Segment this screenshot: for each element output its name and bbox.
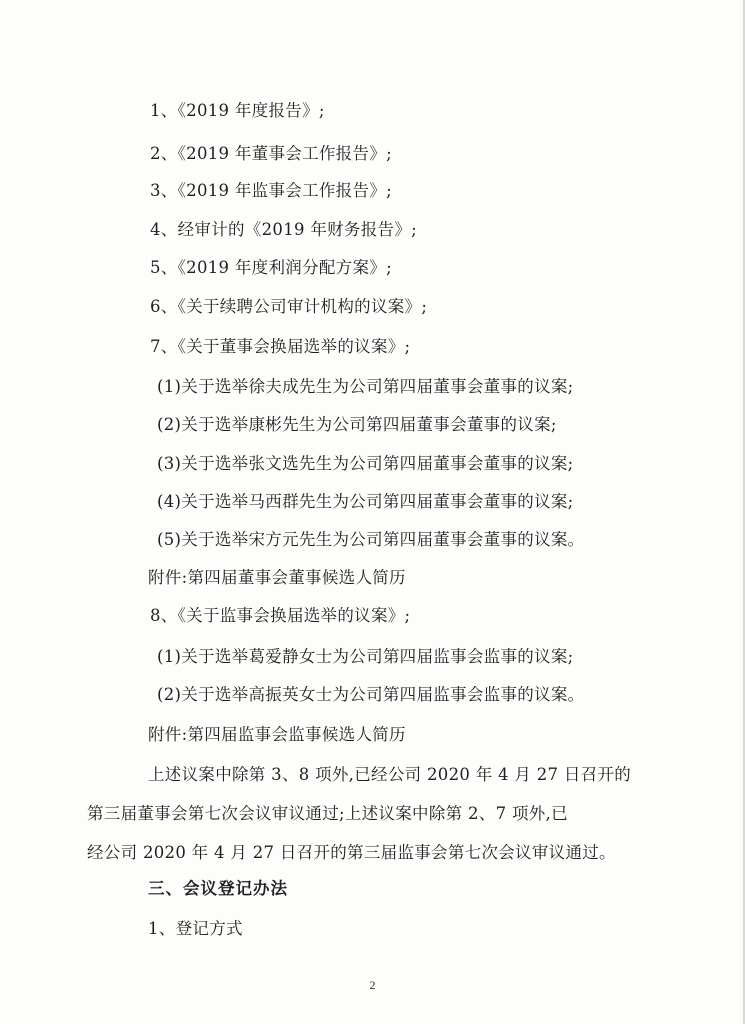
agenda-subitem-7-2: (2)关于选举康彬先生为公司第四届董事会董事的议案; [157, 415, 557, 434]
agenda-subitem-7-3: (3)关于选举张文选先生为公司第四届董事会董事的议案; [157, 454, 574, 473]
section-heading: 三、会议登记办法 [148, 879, 288, 898]
agenda-subitem-8-2: (2)关于选举高振英女士为公司第四届监事会监事的议案。 [157, 685, 585, 704]
agenda-subitem-7-5: (5)关于选举宋方元先生为公司第四届董事会董事的议案。 [157, 530, 585, 549]
agenda-item-3: 3、《2019 年监事会工作报告》; [150, 181, 392, 200]
agenda-subitem-8-1: (1)关于选举葛爱静女士为公司第四届监事会监事的议案; [157, 647, 574, 666]
agenda-item-5: 5、《2019 年度利润分配方案》; [150, 258, 392, 277]
agenda-item-4: 4、经审计的《2019 年财务报告》; [150, 220, 417, 239]
agenda-item-1: 1、《2019 年度报告》; [150, 101, 325, 120]
sub-heading: 1、登记方式 [148, 919, 243, 938]
agenda-item-7: 7、《关于董事会换届选举的议案》; [150, 337, 411, 356]
page-number: 2 [369, 978, 376, 992]
agenda-subitem-7-1: (1)关于选举徐夫成先生为公司第四届董事会董事的议案; [157, 377, 574, 396]
attachment-note-board: 附件:第四届董事会董事候选人简历 [148, 568, 406, 587]
agenda-item-6: 6、《关于续聘公司审计机构的议案》; [150, 297, 428, 316]
agenda-item-8: 8、《关于监事会换届选举的议案》; [150, 606, 411, 625]
paragraph-line-3: 经公司 2020 年 4 月 27 日召开的第三届监事会第七次会议审议通过。 [87, 843, 616, 862]
agenda-subitem-7-4: (4)关于选举马西群先生为公司第四届董事会董事的议案; [157, 492, 574, 511]
attachment-note-supervisory: 附件:第四届监事会监事候选人简历 [148, 725, 406, 744]
agenda-item-2: 2、《2019 年董事会工作报告》; [150, 144, 392, 163]
paragraph-line-1: 上述议案中除第 3、8 项外,已经公司 2020 年 4 月 27 日召开的 [148, 765, 632, 784]
paragraph-line-2: 第三届董事会第七次会议审议通过;上述议案中除第 2、7 项外,已 [87, 804, 568, 823]
